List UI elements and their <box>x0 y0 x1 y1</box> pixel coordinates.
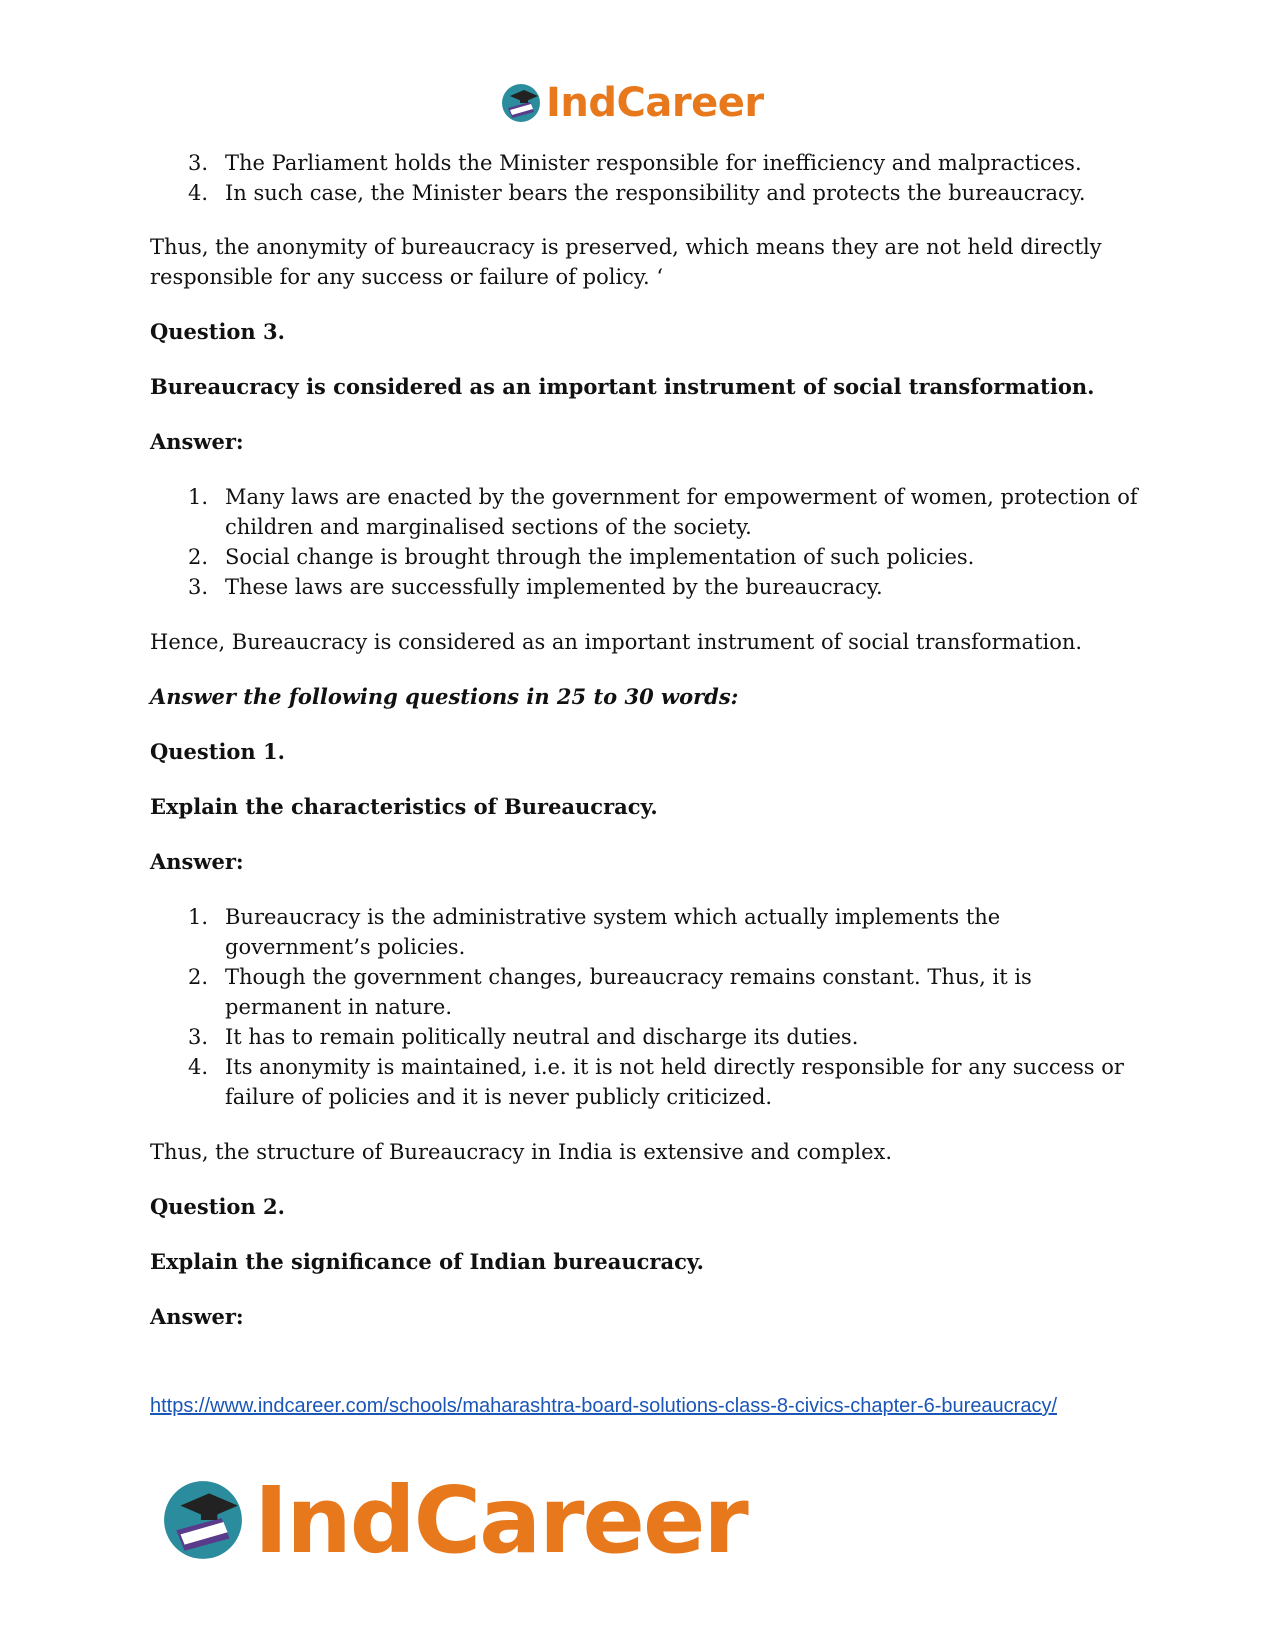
list-number: 1. <box>188 485 209 509</box>
list-item <box>150 482 1140 542</box>
list-item <box>150 1052 1140 1112</box>
list-a <box>150 148 1140 208</box>
paragraph: Thus, the anonymity of bureaucracy is preserved, which means they are not held directly responsible for any success or failure of policy. ‘ <box>150 235 1102 289</box>
graduation-cap-book-icon <box>160 1477 246 1563</box>
list-number: 2. <box>188 965 209 989</box>
question-label: Question 1. <box>150 739 285 764</box>
list-item <box>150 1022 1140 1052</box>
list-text: Many laws are enacted by the government for empowerment of women, protection of children and marginalised sections of the society. <box>225 485 1138 539</box>
list-number: 4. <box>188 1055 209 1079</box>
main-content <box>150 148 1140 1332</box>
question-text: Explain the significance of Indian bureaucracy. <box>150 1249 704 1274</box>
list-item <box>150 542 1140 572</box>
graduation-cap-book-icon <box>500 82 542 124</box>
header-logo-text: IndCareer <box>546 80 764 126</box>
list-text: It has to remain politically neutral and discharge its duties. <box>225 1025 859 1049</box>
answer-label: Answer: <box>150 849 244 874</box>
section-heading: Answer the following questions in 25 to 30 words: <box>150 684 739 709</box>
list-item <box>150 902 1140 962</box>
list-number: 3. <box>188 575 209 599</box>
list-text: In such case, the Minister bears the responsibility and protects the bureaucracy. <box>225 181 1086 205</box>
list-b <box>150 482 1140 602</box>
answer-label: Answer: <box>150 429 244 454</box>
question-label: Question 3. <box>150 319 285 344</box>
list-text: Bureaucracy is the administrative system which actually implements the government’s policies. <box>225 905 1001 959</box>
paragraph: Thus, the structure of Bureaucracy in India is extensive and complex. <box>150 1140 893 1164</box>
list-text: Its anonymity is maintained, i.e. it is not held directly responsible for any success or failure of policies and it is never publicly criticized. <box>225 1055 1124 1109</box>
list-number: 3. <box>188 151 209 175</box>
list-item <box>150 962 1140 1022</box>
list-item <box>150 572 1140 602</box>
question-label: Question 2. <box>150 1194 285 1219</box>
list-item <box>150 178 1140 208</box>
list-item <box>150 148 1140 178</box>
footer-logo <box>160 1466 747 1574</box>
header-logo <box>500 80 764 126</box>
question-text: Explain the characteristics of Bureaucracy. <box>150 794 658 819</box>
list-text: Though the government changes, bureaucracy remains constant. Thus, it is permanent in nature. <box>225 965 1032 1019</box>
list-number: 1. <box>188 905 209 929</box>
answer-label: Answer: <box>150 1304 244 1329</box>
paragraph: Hence, Bureaucracy is considered as an important instrument of social transformation. <box>150 630 1083 654</box>
source-url-link[interactable]: https://www.indcareer.com/schools/maharashtra-board-solutions-class-8-civics-chapter-6-bureaucracy/ <box>150 1395 1058 1417</box>
list-text: Social change is brought through the implementation of such policies. <box>225 545 975 569</box>
list-number: 2. <box>188 545 209 569</box>
list-c <box>150 902 1140 1112</box>
list-number: 4. <box>188 181 209 205</box>
list-text: The Parliament holds the Minister responsible for inefficiency and malpractices. <box>225 151 1082 175</box>
footer-logo-text: IndCareer <box>254 1466 747 1574</box>
question-text: Bureaucracy is considered as an important instrument of social transformation. <box>150 374 1095 399</box>
list-number: 3. <box>188 1025 209 1049</box>
list-text: These laws are successfully implemented by the bureaucracy. <box>225 575 883 599</box>
